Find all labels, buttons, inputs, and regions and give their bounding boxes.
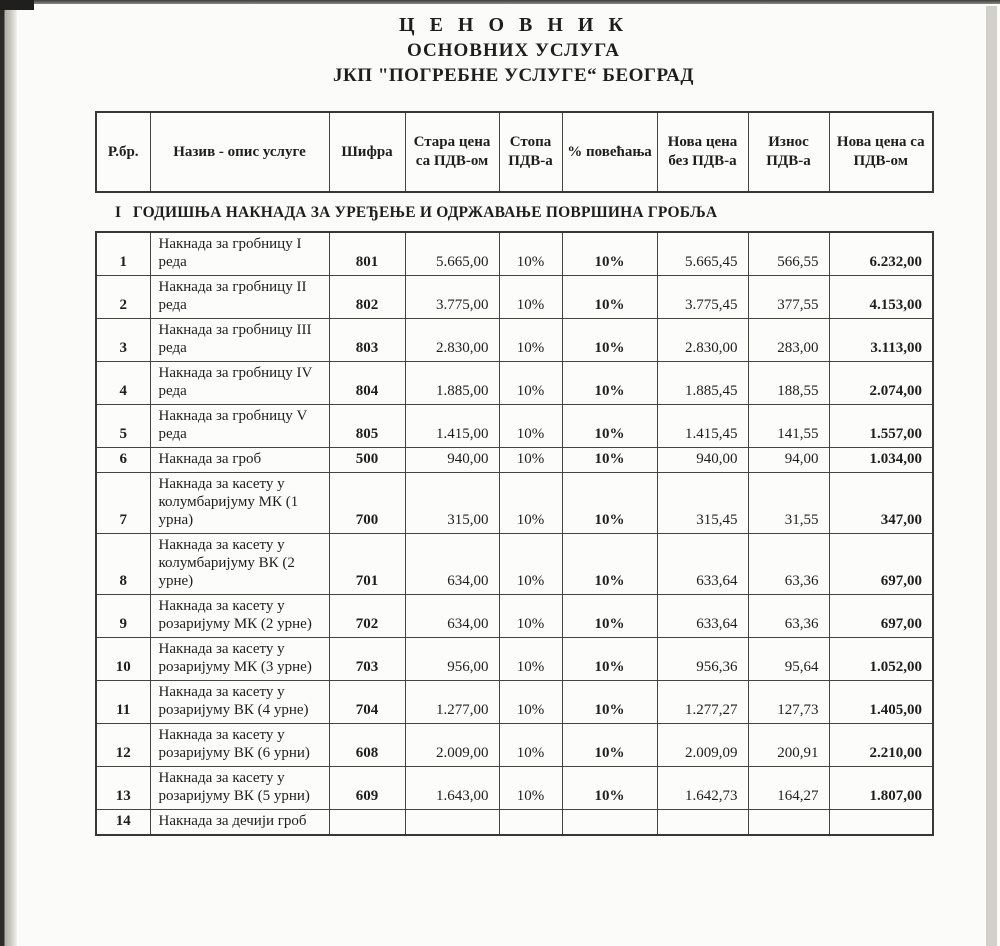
cell-nova-cena-sa: 2.210,00 [829, 724, 933, 767]
cell-stopa-pdv: 10% [499, 473, 562, 534]
cell-sifra: 608 [329, 724, 405, 767]
cell-stopa-pdv: 10% [499, 595, 562, 638]
scan-artifact-corner [0, 0, 34, 10]
table-row [96, 232, 933, 276]
cell-stopa-pdv [499, 810, 562, 836]
cell-naziv: Накнада за гробницу III реда [150, 319, 329, 362]
cell-rbr: 11 [96, 681, 150, 724]
cell-procenat-povecanja: 10% [562, 232, 657, 276]
column-header: % повећања [562, 112, 657, 192]
cell-stara-cena: 5.665,00 [405, 232, 499, 276]
page-title: Ц Е Н О В Н И К [399, 14, 628, 36]
cell-stopa-pdv: 10% [499, 362, 562, 405]
cell-sifra: 500 [329, 448, 405, 473]
cell-stara-cena: 1.415,00 [405, 405, 499, 448]
cell-nova-cena-sa: 1.807,00 [829, 767, 933, 810]
cell-iznos-pdv: 188,55 [748, 362, 829, 405]
cell-sifra: 801 [329, 232, 405, 276]
cell-rbr: 6 [96, 448, 150, 473]
cell-rbr: 1 [96, 232, 150, 276]
cell-stara-cena: 2.009,00 [405, 724, 499, 767]
cell-naziv: Накнада за гробницу I реда [150, 232, 329, 276]
table-row [96, 473, 933, 534]
cell-iznos-pdv: 63,36 [748, 534, 829, 595]
cell-naziv: Накнада за касету у розаријуму ВК (5 урни) [150, 767, 329, 810]
cell-nova-cena-bez: 633,64 [657, 595, 748, 638]
cell-iznos-pdv: 94,00 [748, 448, 829, 473]
cell-iznos-pdv: 141,55 [748, 405, 829, 448]
cell-iznos-pdv [748, 810, 829, 836]
table-row [96, 362, 933, 405]
scan-artifact-right-edge [986, 6, 997, 946]
column-header: Стара цена са ПДВ-ом [405, 112, 499, 192]
cell-stopa-pdv: 10% [499, 534, 562, 595]
cell-nova-cena-bez: 5.665,45 [657, 232, 748, 276]
cell-nova-cena-bez: 1.885,45 [657, 362, 748, 405]
column-header: Стопа ПДВ-а [499, 112, 562, 192]
cell-iznos-pdv: 127,73 [748, 681, 829, 724]
cell-naziv: Накнада за касету у колумбаријуму МК (1 урна) [150, 473, 329, 534]
cell-naziv: Накнада за дечији гроб [150, 810, 329, 836]
cell-nova-cena-bez: 3.775,45 [657, 276, 748, 319]
cell-nova-cena-bez: 1.415,45 [657, 405, 748, 448]
cell-nova-cena-sa: 2.074,00 [829, 362, 933, 405]
table-row [96, 448, 933, 473]
cell-stara-cena: 315,00 [405, 473, 499, 534]
cell-naziv: Накнада за касету у розаријуму ВК (6 урни) [150, 724, 329, 767]
cell-stara-cena: 3.775,00 [405, 276, 499, 319]
cell-naziv: Накнада за гробницу V реда [150, 405, 329, 448]
cell-nova-cena-bez: 2.009,09 [657, 724, 748, 767]
cell-sifra: 701 [329, 534, 405, 595]
cell-nova-cena-bez: 1.642,73 [657, 767, 748, 810]
cell-rbr: 8 [96, 534, 150, 595]
cell-rbr: 14 [96, 810, 150, 836]
column-header: Нова цена са ПДВ-ом [829, 112, 933, 192]
cell-iznos-pdv: 283,00 [748, 319, 829, 362]
column-header: Назив - опис услуге [150, 112, 329, 192]
cell-rbr: 5 [96, 405, 150, 448]
cell-naziv: Накнада за касету у розаријуму ВК (4 урне) [150, 681, 329, 724]
table-row [96, 767, 933, 810]
cell-procenat-povecanja: 10% [562, 534, 657, 595]
cell-nova-cena-sa: 1.052,00 [829, 638, 933, 681]
cell-stopa-pdv: 10% [499, 448, 562, 473]
cell-procenat-povecanja: 10% [562, 724, 657, 767]
cell-procenat-povecanja: 10% [562, 319, 657, 362]
cell-sifra: 702 [329, 595, 405, 638]
cell-nova-cena-sa [829, 810, 933, 836]
cell-rbr: 2 [96, 276, 150, 319]
cell-nova-cena-bez: 940,00 [657, 448, 748, 473]
cell-nova-cena-bez: 956,36 [657, 638, 748, 681]
cell-naziv: Накнада за касету у колумбаријуму ВК (2 урне) [150, 534, 329, 595]
cell-sifra: 704 [329, 681, 405, 724]
cell-iznos-pdv: 31,55 [748, 473, 829, 534]
cell-rbr: 10 [96, 638, 150, 681]
cell-nova-cena-bez: 1.277,27 [657, 681, 748, 724]
cell-stopa-pdv: 10% [499, 232, 562, 276]
scan-artifact-left-edge [0, 0, 17, 946]
cell-nova-cena-sa: 697,00 [829, 595, 933, 638]
cell-procenat-povecanja: 10% [562, 405, 657, 448]
cell-rbr: 12 [96, 724, 150, 767]
company-name: ЈКП "ПОГРЕБНЕ УСЛУГЕ“ БЕОГРАД [333, 65, 694, 86]
cell-iznos-pdv: 63,36 [748, 595, 829, 638]
cell-naziv: Накнада за касету у розаријуму МК (3 урне) [150, 638, 329, 681]
cell-stara-cena: 1.643,00 [405, 767, 499, 810]
document-title-block [95, 8, 932, 88]
cell-nova-cena-bez [657, 810, 748, 836]
cell-sifra [329, 810, 405, 836]
cell-sifra: 804 [329, 362, 405, 405]
column-header: Шифра [329, 112, 405, 192]
cell-rbr: 4 [96, 362, 150, 405]
section-title: ГОДИШЊА НАКНАДА ЗА УРЕЂЕЊЕ И ОДРЖАВАЊЕ ПОВРШИНА ГРОБЉА [133, 204, 718, 221]
cell-stopa-pdv: 10% [499, 405, 562, 448]
cell-sifra: 802 [329, 276, 405, 319]
cell-iznos-pdv: 164,27 [748, 767, 829, 810]
cell-stopa-pdv: 10% [499, 319, 562, 362]
cell-stara-cena: 634,00 [405, 595, 499, 638]
cell-sifra: 703 [329, 638, 405, 681]
cell-sifra: 805 [329, 405, 405, 448]
cell-nova-cena-sa: 3.113,00 [829, 319, 933, 362]
cell-nova-cena-sa: 6.232,00 [829, 232, 933, 276]
cell-nova-cena-bez: 315,45 [657, 473, 748, 534]
cell-stopa-pdv: 10% [499, 724, 562, 767]
cell-nova-cena-sa: 697,00 [829, 534, 933, 595]
cell-iznos-pdv: 95,64 [748, 638, 829, 681]
table-row [96, 405, 933, 448]
scan-artifact-top-edge [0, 0, 1000, 4]
price-table [95, 231, 934, 836]
table-row [96, 319, 933, 362]
table-row [96, 534, 933, 595]
table-row [96, 638, 933, 681]
cell-naziv: Накнада за гробницу II реда [150, 276, 329, 319]
cell-rbr: 3 [96, 319, 150, 362]
cell-naziv: Накнада за гробницу IV реда [150, 362, 329, 405]
cell-rbr: 9 [96, 595, 150, 638]
column-header: Нова цена без ПДВ-а [657, 112, 748, 192]
cell-procenat-povecanja: 10% [562, 448, 657, 473]
cell-naziv: Накнада за касету у розаријуму МК (2 урне) [150, 595, 329, 638]
cell-nova-cena-sa: 4.153,00 [829, 276, 933, 319]
cell-procenat-povecanja: 10% [562, 473, 657, 534]
cell-nova-cena-bez: 633,64 [657, 534, 748, 595]
cell-stara-cena: 1.885,00 [405, 362, 499, 405]
page-subtitle: ОСНОВНИХ УСЛУГА [406, 40, 621, 61]
document-content [95, 8, 932, 836]
table-row [96, 810, 933, 836]
cell-iznos-pdv: 200,91 [748, 724, 829, 767]
table-row [96, 595, 933, 638]
cell-nova-cena-sa: 1.405,00 [829, 681, 933, 724]
cell-stopa-pdv: 10% [499, 767, 562, 810]
table-row [96, 681, 933, 724]
cell-sifra: 803 [329, 319, 405, 362]
cell-nova-cena-bez: 2.830,00 [657, 319, 748, 362]
cell-procenat-povecanja: 10% [562, 638, 657, 681]
cell-nova-cena-sa: 1.034,00 [829, 448, 933, 473]
cell-stopa-pdv: 10% [499, 681, 562, 724]
column-header: Р.бр. [96, 112, 150, 192]
cell-procenat-povecanja: 10% [562, 276, 657, 319]
cell-stopa-pdv: 10% [499, 276, 562, 319]
cell-rbr: 13 [96, 767, 150, 810]
cell-stara-cena [405, 810, 499, 836]
cell-stopa-pdv: 10% [499, 638, 562, 681]
cell-nova-cena-sa: 1.557,00 [829, 405, 933, 448]
column-header: Износ ПДВ-а [748, 112, 829, 192]
cell-iznos-pdv: 566,55 [748, 232, 829, 276]
column-header-table [95, 111, 934, 193]
section-number: I [115, 204, 122, 221]
cell-stara-cena: 634,00 [405, 534, 499, 595]
cell-iznos-pdv: 377,55 [748, 276, 829, 319]
section-heading [95, 204, 932, 222]
table-header-row [96, 112, 933, 192]
cell-nova-cena-sa: 347,00 [829, 473, 933, 534]
cell-stara-cena: 940,00 [405, 448, 499, 473]
cell-procenat-povecanja [562, 810, 657, 836]
cell-stara-cena: 956,00 [405, 638, 499, 681]
cell-rbr: 7 [96, 473, 150, 534]
cell-sifra: 700 [329, 473, 405, 534]
table-row [96, 724, 933, 767]
cell-procenat-povecanja: 10% [562, 681, 657, 724]
cell-procenat-povecanja: 10% [562, 595, 657, 638]
cell-naziv: Накнада за гроб [150, 448, 329, 473]
cell-stara-cena: 1.277,00 [405, 681, 499, 724]
cell-sifra: 609 [329, 767, 405, 810]
cell-procenat-povecanja: 10% [562, 362, 657, 405]
table-row [96, 276, 933, 319]
cell-stara-cena: 2.830,00 [405, 319, 499, 362]
cell-procenat-povecanja: 10% [562, 767, 657, 810]
